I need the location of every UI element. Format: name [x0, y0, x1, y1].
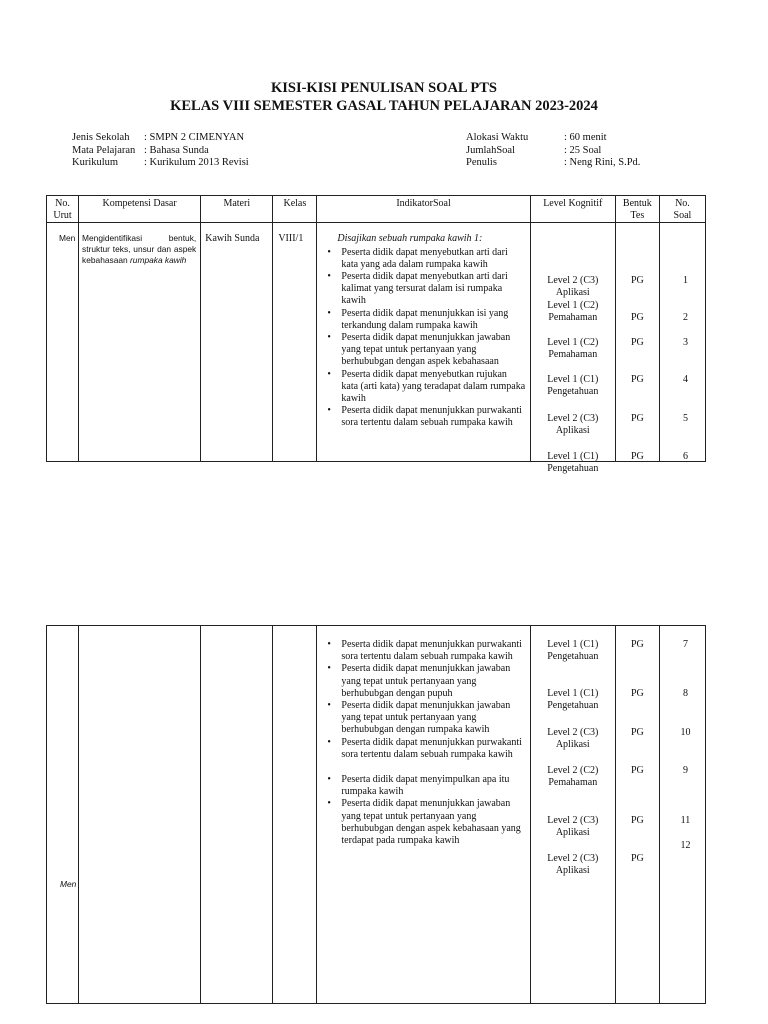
level-entry: Level 1 (C1) Pengetahuan: [547, 374, 599, 398]
level-entry: Level 2 (C3) Aplikasi: [547, 815, 599, 838]
list-item: • Peserta didik dapat menunjukkan purwakanti sora tertentu dalam sebuah rumpaka kawih: [341, 639, 525, 663]
meta-label: Kurikulum: [72, 157, 119, 168]
header-indikator-soal: IndikatorSoal: [317, 196, 530, 223]
header-kelas: Kelas: [273, 196, 317, 223]
kompetensi-dasar-cell: [79, 223, 201, 462]
header-level-kognitif: Level Kognitif: [530, 196, 615, 223]
bentuk-entry: PG: [630, 639, 644, 650]
list-item: • Peserta didik dapat menunjukkan jawaban yang tepat untuk pertanyaan yang berhububgan dengan aspek kebahasaan yang terdapat pada rumpaka kawih: [341, 798, 525, 847]
meta-left: [72, 132, 249, 170]
meta-row: [466, 157, 640, 170]
meta-label: Penulis: [466, 157, 497, 168]
kompetensi-italic-text: rumpaka kawih: [130, 255, 187, 266]
header-no-urut: No. Urut: [47, 196, 79, 223]
list-item: • Peserta didik dapat menunjukkan jawaban yang tepat untuk pertanyaan yang berhububgan dengan rumpaka kawih: [341, 700, 525, 737]
level-entry: Level 2 (C3) Aplikasi: [547, 853, 599, 876]
level-entry: Level 1 (C2) Pemahaman: [547, 337, 599, 361]
no-soal-entry: 4: [682, 374, 688, 386]
list-item: • Peserta didik dapat menyebutkan arti dari kata yang ada dalam rumpaka kawih: [341, 247, 525, 271]
meta-value: : 60 menit: [564, 132, 607, 143]
bentuk-tes-cell: [615, 223, 659, 462]
indikator-list: [323, 247, 525, 430]
no-soal-entry: 5: [682, 413, 688, 425]
header-no-soal: No. Soal: [659, 196, 705, 223]
level-entry: Level 2 (C3) Aplikasi: [547, 275, 599, 299]
materi-cell: Kawih Sunda: [201, 223, 273, 462]
no-soal-entry: 3: [682, 337, 688, 349]
header-bentuk-tes: Bentuk Tes: [615, 196, 659, 223]
document-subtitle: KELAS VIII SEMESTER GASAL TAHUN PELAJARAN 2023-2024: [170, 98, 598, 114]
header-kompetensi-dasar: Kompetensi Dasar: [79, 196, 201, 223]
kelas-cell: VIII/1: [273, 223, 317, 462]
indikator-list: [323, 639, 525, 847]
level-entry: Level 2 (C2) Pemahaman: [547, 765, 599, 788]
no-soal-entry: 7: [682, 639, 688, 650]
list-item: • Peserta didik dapat menyimpulkan apa itu rumpaka kawih: [341, 774, 525, 798]
list-item: • Peserta didik dapat menunjukkan purwakanti sora tertentu dalam sebuah rumpaka kawih: [341, 405, 525, 429]
meta-row: [466, 145, 640, 158]
kompetensi-dasar-cell: [79, 626, 201, 1004]
meta-right: [466, 132, 640, 170]
document-title: KISI-KISI PENULISAN SOAL PTS: [270, 80, 498, 96]
meta-value: : Kurikulum 2013 Revisi: [144, 157, 249, 168]
meta-value: : Bahasa Sunda: [144, 144, 209, 156]
bentuk-tes-cell: [615, 626, 659, 1004]
meta-label: Jenis Sekolah: [72, 132, 130, 143]
level-entry: Level 1 (C2) Pemahaman: [547, 300, 599, 324]
meta-row: [72, 132, 249, 145]
list-item: • Peserta didik dapat menyebutkan arti dari kalimat yang tersurat dalam isi rumpaka kawih: [341, 271, 525, 308]
list-item: • Peserta didik dapat menunjukkan purwakanti sora tertentu dalam sebuah rumpaka kawih: [341, 737, 525, 761]
no-soal-entry: 11: [680, 815, 691, 826]
bentuk-entry: PG: [630, 815, 644, 826]
meta-row: [72, 157, 249, 170]
no-soal-entry: 10: [680, 727, 691, 738]
bentuk-entry: PG: [630, 688, 644, 699]
bentuk-entry: PG: [630, 374, 644, 386]
no-soal-cell: [659, 223, 705, 462]
indikator-cell: [317, 626, 530, 1004]
no-soal-entry: 6: [682, 451, 688, 463]
table-row: [47, 223, 706, 462]
indikator-cell: [317, 223, 530, 462]
meta-value: : SMPN 2 CIMENYAN: [144, 132, 245, 143]
level-entry: Level 2 (C3) Aplikasi: [547, 727, 599, 750]
kompetensi-text: Mengidentifikasi bentuk, struktur teks, unsur dan aspek kebahasaan: [82, 233, 197, 266]
no-soal-entry: 1: [682, 275, 688, 287]
meta-label: JumlahSoal: [466, 144, 515, 156]
table-row: [47, 626, 706, 1004]
no-soal-cell: [659, 626, 705, 1004]
bentuk-entry: PG: [630, 853, 644, 864]
level-kognitif-cell: [530, 626, 615, 1004]
list-item: • Peserta didik dapat menunjukkan jawaban yang tepat untuk pertanyaan yang berhububgan dengan aspek kebahasaan: [341, 332, 525, 369]
no-soal-entry: 2: [682, 312, 688, 324]
bentuk-entry: PG: [630, 765, 644, 776]
no-soal-entry: 8: [682, 688, 688, 699]
bentuk-entry: PG: [630, 451, 644, 463]
bentuk-entry: PG: [630, 727, 644, 738]
bentuk-entry: PG: [630, 312, 644, 324]
header-materi: Materi: [201, 196, 273, 223]
no-urut-cell: [47, 223, 79, 462]
materi-cell: [201, 626, 273, 1004]
no-soal-entry: 12: [680, 840, 691, 851]
no-soal-entry: 9: [682, 765, 688, 776]
level-entry: Level 1 (C1) Pengetahuan: [547, 451, 599, 475]
level-entry: Level 1 (C1) Pengetahuan: [547, 639, 599, 662]
bentuk-entry: PG: [630, 413, 644, 425]
meta-value: : 25 Soal: [564, 144, 602, 156]
indikator-intro: Disajikan sebuah rumpaka kawih 1:: [337, 233, 483, 245]
kisi-kisi-table-1: [46, 195, 706, 475]
level-entry: Level 1 (C1) Pengetahuan: [547, 688, 599, 711]
bentuk-entry: PG: [630, 337, 644, 349]
kelas-cell: [273, 626, 317, 1004]
kisi-kisi-table-2: [46, 625, 706, 1004]
meta-row: [72, 145, 249, 158]
list-item: • Peserta didik dapat menyebutkan rujukan kata (arti kata) yang teradapat dalam rumpaka kawih: [341, 369, 525, 406]
level-kognitif-cell: [530, 223, 615, 475]
clipped-text: Men: [60, 879, 77, 889]
meta-row: [466, 132, 640, 145]
clipped-text: Men: [59, 233, 76, 244]
meta-label: Mata Pelajaran: [72, 144, 136, 156]
table-header-row: [47, 196, 706, 223]
meta-value: : Neng Rini, S.Pd.: [564, 157, 641, 168]
list-item: • Peserta didik dapat menunjukkan isi yang terkandung dalam rumpaka kawih: [341, 308, 525, 332]
no-urut-cell: [47, 626, 79, 1004]
level-entry: Level 2 (C3) Aplikasi: [547, 413, 599, 437]
meta-label: Alokasi Waktu: [466, 132, 529, 143]
bentuk-entry: PG: [630, 275, 644, 287]
list-item: • Peserta didik dapat menunjukkan jawaban yang tepat untuk pertanyaan yang berhububgan dengan pupuh: [341, 663, 525, 700]
